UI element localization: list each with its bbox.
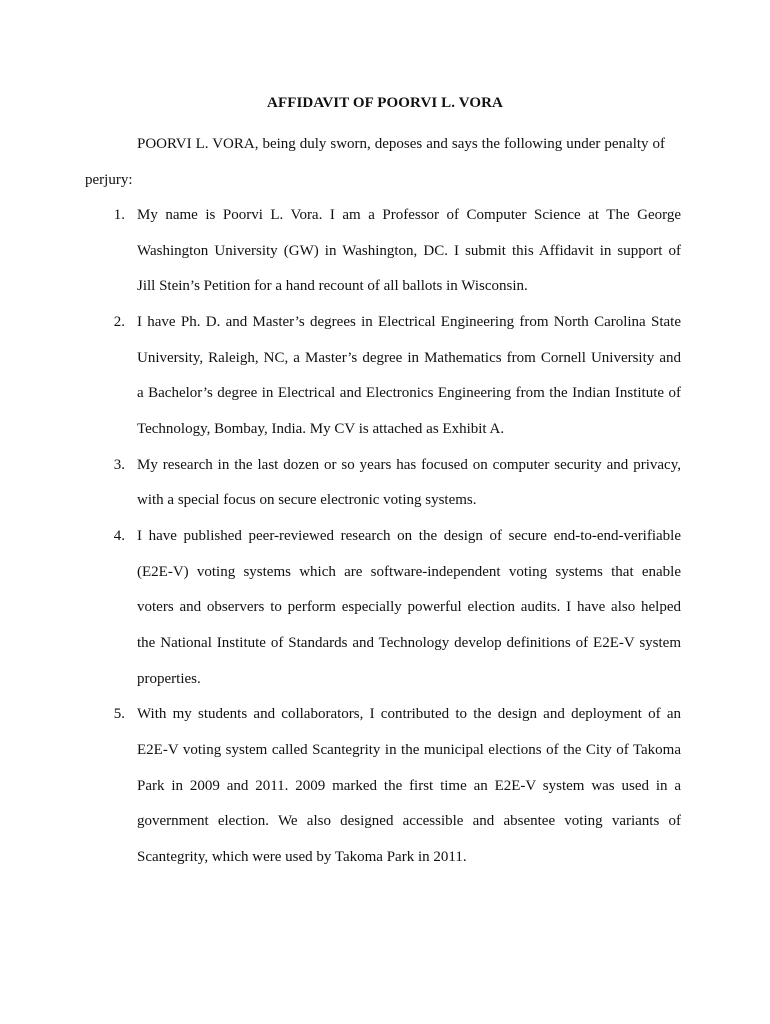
item-2-line-4: Technology, Bombay, India. My CV is attached as Exhibit A. (137, 421, 505, 437)
intro-line-2: perjury: (85, 172, 133, 188)
item-1-line-1: My name is Poorvi L. Vora. I am a Professor of Computer Science at The George (137, 207, 681, 223)
intro-line-1: POORVI L. VORA, being duly sworn, deposes and says the following under penalty of (137, 136, 665, 152)
item-5-line-3: Park in 2009 and 2011. 2009 marked the first time an E2E-V system was used in a (137, 778, 681, 794)
item-5-line-5: Scantegrity, which were used by Takoma Park in 2011. (137, 849, 467, 865)
item-3-line-1: My research in the last dozen or so years has focused on computer security and privacy, (137, 457, 681, 473)
item-2-line-1: I have Ph. D. and Master’s degrees in Electrical Engineering from North Carolina State (137, 314, 681, 330)
item-1-line-2: Washington University (GW) in Washington, DC. I submit this Affidavit in support of (137, 243, 681, 259)
item-4-line-5: properties. (137, 671, 201, 687)
item-4-line-3: voters and observers to perform especially powerful election audits. I have also helped (137, 599, 681, 615)
item-3-line-2: with a special focus on secure electronic voting systems. (137, 492, 477, 508)
item-1-line-3: Jill Stein’s Petition for a hand recount of all ballots in Wisconsin. (137, 278, 528, 294)
item-2-number: 2. (113, 314, 125, 330)
item-3-number: 3. (113, 457, 125, 473)
item-2-line-3: a Bachelor’s degree in Electrical and Electronics Engineering from the Indian Institute of (137, 385, 681, 401)
item-5-line-2: E2E-V voting system called Scantegrity in the municipal elections of the City of Takoma (137, 742, 681, 758)
item-4-line-4: the National Institute of Standards and Technology develop definitions of E2E-V system (137, 635, 681, 651)
item-1-number: 1. (113, 207, 125, 223)
item-4-number: 4. (113, 528, 125, 544)
item-5-line-1: With my students and collaborators, I contributed to the design and deployment of an (137, 706, 681, 722)
item-5-number: 5. (113, 706, 125, 722)
item-5-line-4: government election. We also designed accessible and absentee voting variants of (137, 813, 681, 829)
item-2-line-2: University, Raleigh, NC, a Master’s degree in Mathematics from Cornell University and (137, 350, 681, 366)
page-title: AFFIDAVIT OF POORVI L. VORA (267, 95, 503, 111)
item-4-line-2: (E2E-V) voting systems which are software-independent voting systems that enable (137, 564, 681, 580)
item-4-line-1: I have published peer-reviewed research on the design of secure end-to-end-verifiable (137, 528, 681, 544)
